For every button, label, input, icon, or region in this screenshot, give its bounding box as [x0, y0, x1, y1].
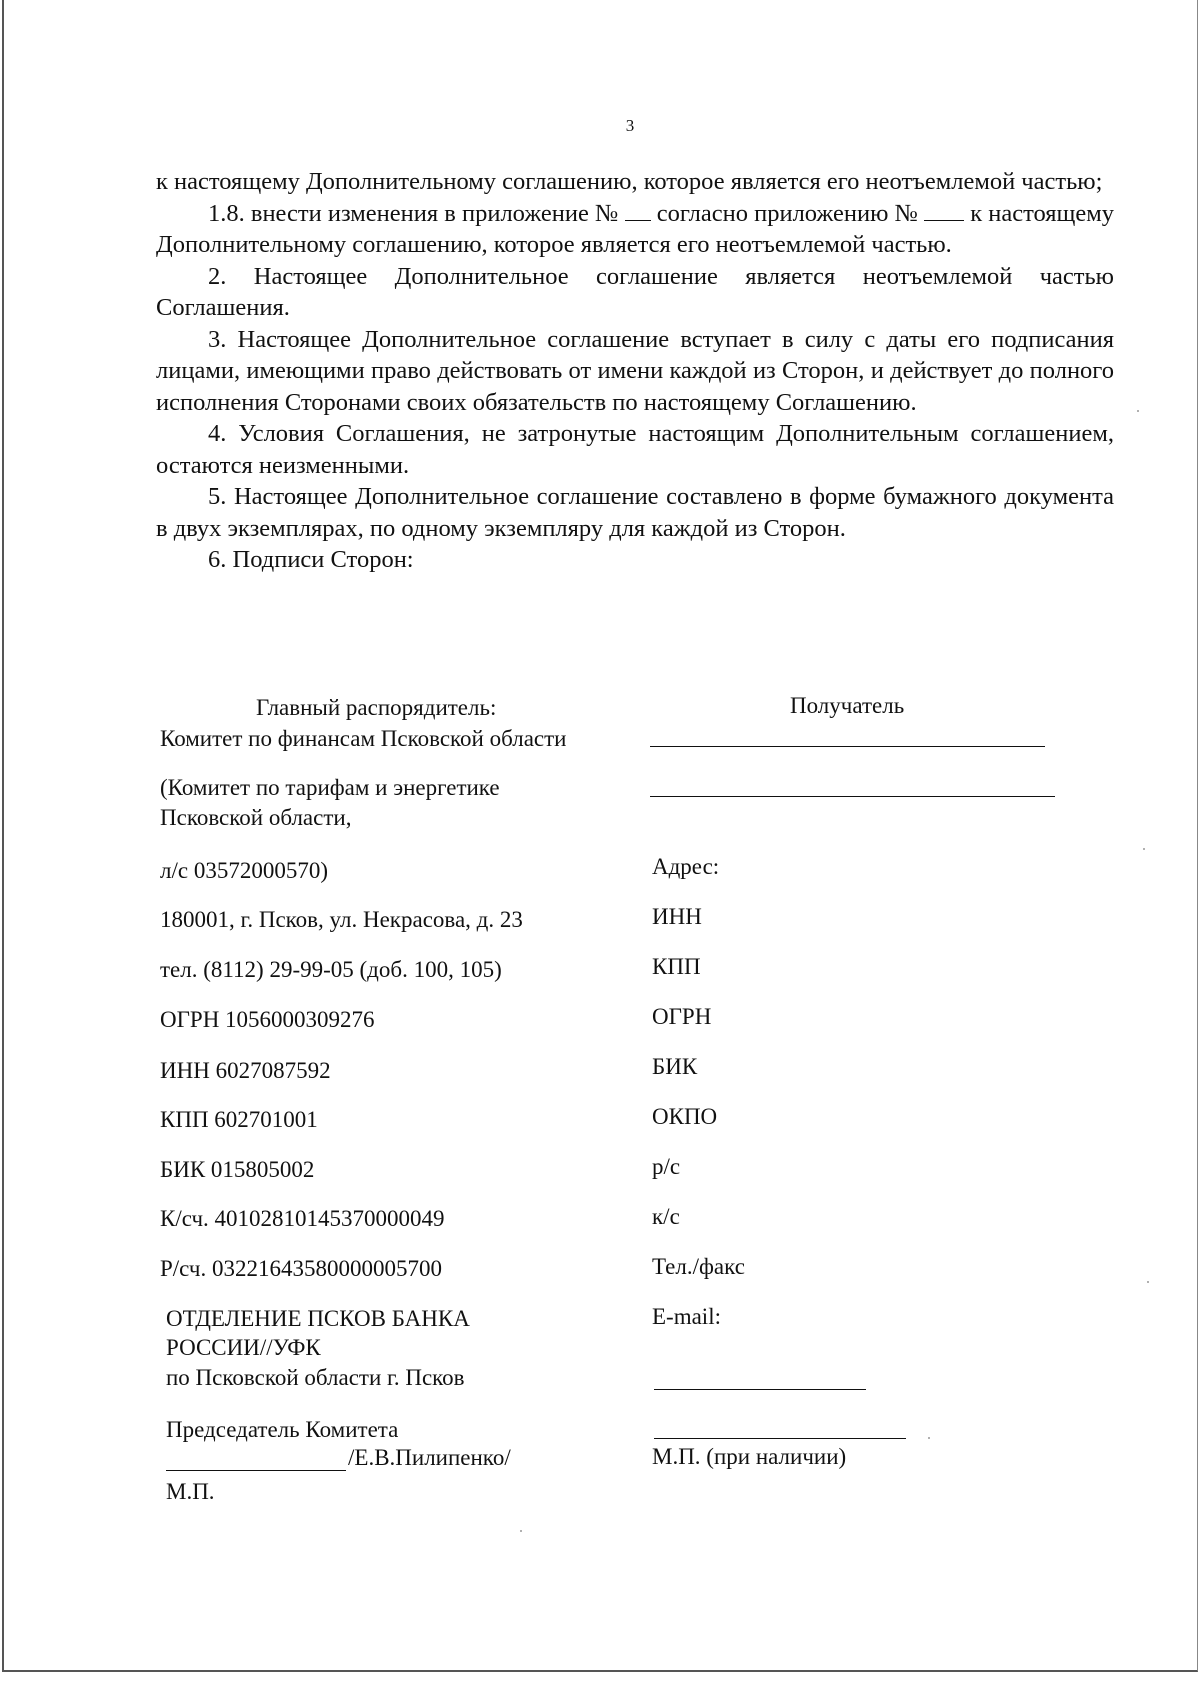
- left-party-corr-account: К/сч. 40102810145370000049: [160, 1206, 445, 1231]
- left-party-heading: Главный распорядитель:: [256, 695, 497, 720]
- right-party-kpp: КПП: [652, 954, 701, 979]
- left-party-ogrn: ОГРН 1056000309276: [160, 1007, 375, 1032]
- left-party-account: л/с 03572000570): [160, 858, 328, 883]
- left-party-phone: тел. (8112) 29-99-05 (доб. 100, 105): [160, 957, 502, 982]
- left-party-bank-line-2: РОССИИ//УФК: [166, 1335, 321, 1360]
- paragraph-1-8-part-c: к настоящему Дополнительному соглашению, которое является его неотъемлемой частью.: [156, 199, 1115, 258]
- paragraph-3: 3. Настоящее Дополнительное соглашение вступает в силу с даты его подписания лицами, имеющими право действовать от имени каждой из Сторон, и действует до полного исполнения Сторонами своих обязательств по настоящему Соглашению.: [156, 325, 1114, 416]
- right-party-phone-fax: Тел./факс: [652, 1254, 745, 1279]
- scan-artifact: [1147, 1281, 1149, 1283]
- left-party-bank-line-3: по Псковской области г. Псков: [166, 1365, 465, 1390]
- right-party-seal: М.П. (при наличии): [652, 1444, 847, 1469]
- left-party-signer-title: Председатель Комитета: [166, 1417, 399, 1442]
- right-party-bik: БИК: [652, 1054, 698, 1079]
- right-party-name-line: [650, 746, 1045, 747]
- right-party-email: E-mail:: [652, 1304, 721, 1329]
- left-party-seal: М.П.: [166, 1479, 215, 1504]
- right-party-heading: Получатель: [790, 693, 905, 718]
- left-party-bik: БИК 015805002: [160, 1157, 315, 1182]
- scan-artifact: [520, 1530, 522, 1532]
- left-party-inn: ИНН 6027087592: [160, 1058, 331, 1083]
- left-party-settlement-account: Р/сч. 03221643580000005700: [160, 1256, 442, 1281]
- page-number: 3: [625, 116, 635, 135]
- left-party-name: Комитет по финансам Псковской области: [160, 726, 567, 751]
- left-signature-line: [166, 1470, 346, 1471]
- right-signature-line: [654, 1438, 906, 1439]
- right-party-rs: р/с: [652, 1154, 681, 1179]
- agreement-body: [156, 166, 1114, 576]
- right-party-address: Адрес:: [652, 854, 720, 879]
- left-party-bank-line-1: ОТДЕЛЕНИЕ ПСКОВ БАНКА: [166, 1306, 470, 1331]
- paragraph-4: 4. Условия Соглашения, не затронутые настоящим Дополнительным соглашением, остаются неизменными.: [156, 420, 1114, 479]
- blank-attachment-number: [924, 219, 964, 221]
- scan-artifact: [1143, 848, 1145, 850]
- scan-artifact: [928, 1437, 930, 1439]
- paragraph-6: 6. Подписи Сторон:: [208, 546, 414, 573]
- paragraph-1-8-part-a: 1.8. внести изменения в приложение №: [208, 199, 619, 227]
- left-party-address: 180001, г. Псков, ул. Некрасова, д. 23: [160, 907, 523, 932]
- paragraph-2: 2. Настоящее Дополнительное соглашение является неотъемлемой частью Соглашения.: [156, 262, 1114, 321]
- right-party-inn: ИНН: [652, 904, 702, 929]
- left-party-subname-2: Псковской области,: [160, 805, 352, 830]
- right-party-okpo: ОКПО: [652, 1104, 718, 1129]
- paragraph-1-8-part-b: согласно приложению №: [656, 199, 918, 227]
- paragraph-continuation: к настоящему Дополнительному соглашению, которое является его неотъемлемой частью;: [156, 168, 1103, 195]
- left-party-signer-name: /Е.В.Пилипенко/: [348, 1445, 511, 1470]
- left-party-kpp: КПП 602701001: [160, 1107, 318, 1132]
- right-party-ogrn: ОГРН: [652, 1004, 712, 1029]
- blank-attachment-number: [625, 219, 651, 221]
- scan-artifact: [1137, 410, 1139, 412]
- paragraph-1-8: [156, 198, 1114, 261]
- paragraph-5: 5. Настоящее Дополнительное соглашение составлено в форме бумажного документа в двух экземплярах, по одному экземпляру для каждой из Сторон.: [156, 483, 1114, 542]
- right-party-field-line: [654, 1389, 866, 1390]
- right-party-ks: к/с: [652, 1204, 680, 1229]
- right-party-name-line-2: [650, 796, 1055, 797]
- left-party-subname-1: (Комитет по тарифам и энергетике: [160, 775, 500, 800]
